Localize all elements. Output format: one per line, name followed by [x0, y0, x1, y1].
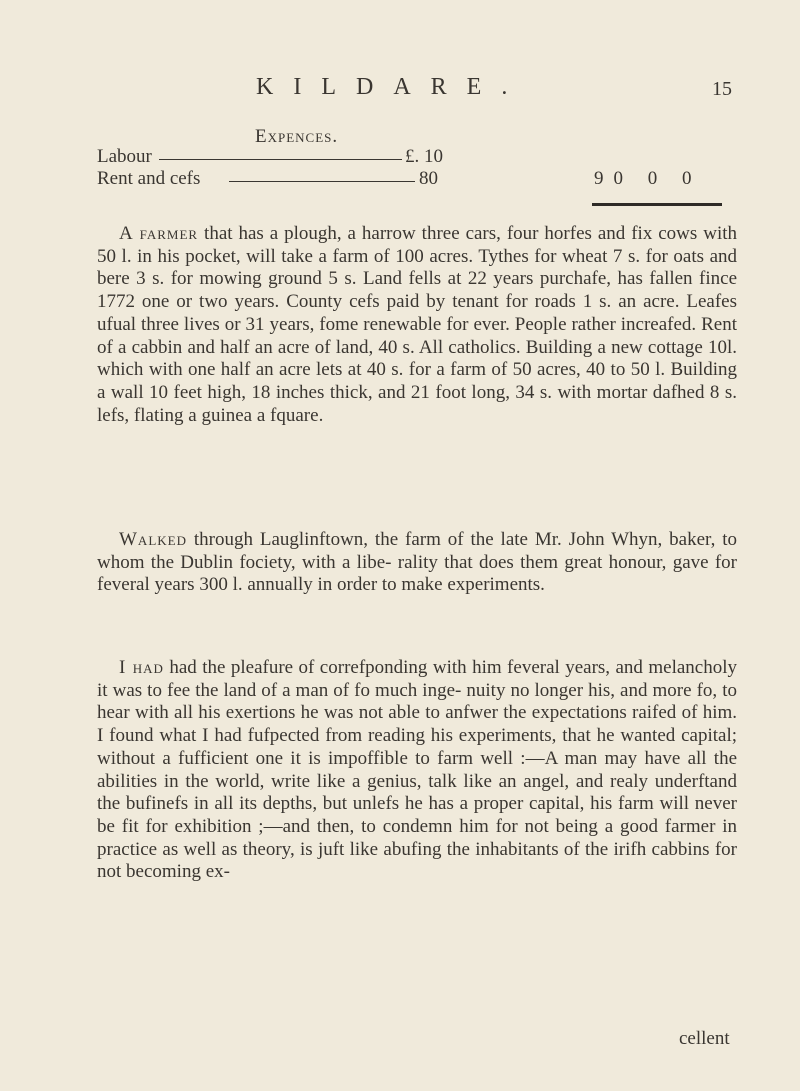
- text-line: rality that does them great honour, gave for feveral years 300 l.: [97, 551, 738, 596]
- text-line: an acre of land, 40 s. All catholics. Building a new cottage 10l.: [254, 336, 737, 358]
- catchword: cellent: [679, 1028, 730, 1049]
- ledger-label: Labour: [97, 146, 152, 167]
- text-line: and melancholy it was to fee the land of a man of fo much inge-: [97, 657, 737, 701]
- text-line: never be fit for exhibition ;—and then, to condemn him for not: [97, 793, 737, 837]
- ledger-amount: 80: [419, 168, 438, 189]
- text-line: what I had fufpected from reading his experiments, that he: [159, 725, 615, 747]
- text-line: an acre. Leafes ufual three lives or 31 years, fome renewable: [97, 291, 738, 335]
- paragraph-lead: I had: [119, 657, 164, 678]
- text-line: all its depths, but unlefs he has a proper capital, his farm will: [214, 793, 690, 815]
- paragraph-lead: A farmer: [119, 223, 199, 244]
- text-line: wanted capital; without a fufficient one it is impoffible to farm: [97, 725, 738, 769]
- text-line: John Whyn, baker, to whom the Dublin fociety, with a libe-: [97, 529, 738, 573]
- text-line: acres. Tythes for wheat 7 s. for oats and bere 3 s. for mowing: [97, 245, 737, 290]
- text-line: abufing the inhabitants of the irifh cabbins for not becoming ex-: [97, 838, 737, 883]
- text-line: being a good farmer in practice as well as theory, is juft like: [97, 815, 737, 860]
- expenses-heading: Expences.: [255, 126, 339, 147]
- text-line: ground 5 s. Land fells at 22 years purchafe, has fallen fince: [268, 268, 737, 290]
- paragraph-farmer: [97, 223, 737, 427]
- ledger-label: Rent and cefs: [97, 168, 201, 189]
- paragraph-i-had: [97, 657, 737, 884]
- text-line: had the pleafure of correfponding with him feveral years,: [169, 657, 611, 678]
- total-rule: [592, 203, 722, 206]
- ledger-row-rent: [97, 168, 737, 194]
- text-line: a genius, talk like an angel, and realy underftand the bufinefs in: [97, 770, 737, 815]
- text-line: 21 foot long, 34 s. with mortar dafhed 8 s. lefs, flating a guinea a: [97, 381, 738, 426]
- paragraph-walked: [97, 529, 737, 597]
- text-line: nuity no longer his, and more fo, to hear with all his exertions he: [97, 679, 738, 724]
- ledger-total: 90 0 0: [594, 168, 702, 189]
- ledger-amount: £. 10: [405, 146, 443, 167]
- text-line: annually in order to make experiments.: [247, 574, 545, 596]
- leader-line: [229, 181, 415, 182]
- running-head: KILDARE.: [256, 74, 528, 100]
- text-line: was not able to anfwer the expectations raifed of him. I found: [97, 702, 737, 747]
- text-line: through Lauglinftown, the farm of the late Mr.: [193, 529, 562, 550]
- text-line: for ever. People rather increafed. Rent of a cabbin and half: [97, 313, 737, 358]
- text-line: fquare.: [270, 404, 324, 426]
- text-line: and fix cows with 50 l. in his pocket, will take a farm of 100: [97, 223, 738, 267]
- text-line: that has a plough, a harrow three cars, four horfes: [204, 223, 592, 244]
- leader-line: [159, 159, 402, 160]
- text-line: well :—A man may have all the abilities in the world, write like: [97, 747, 738, 792]
- text-line: 40 to 50 l. Building a wall 10 feet high, 18 inches thick, and: [97, 359, 737, 403]
- text-line: 1772 one or two years. County cefs paid by tenant for roads 1 s.: [97, 291, 612, 313]
- text-line: which with one half an acre lets at 40 s. for a farm of 50 acres,: [97, 359, 581, 381]
- paragraph-lead: Walked: [119, 529, 187, 550]
- page-number: 15: [712, 78, 732, 100]
